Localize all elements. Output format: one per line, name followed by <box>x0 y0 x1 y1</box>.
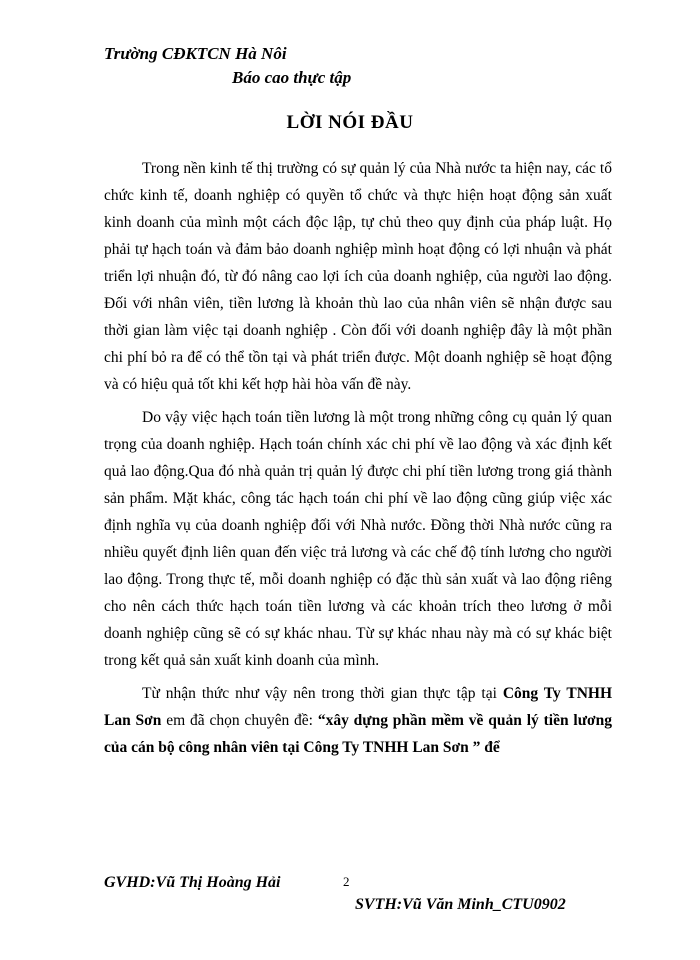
paragraph-2: Do vậy việc hạch toán tiền lương là một trong những công cụ quản lý quan trọng của doanh nghiệp. Hạch toán chính xác chi phí về lao động và xác định kết quả lao động.Qua đó nhà quản trị quản lý được chi phí tiền lương trong giá thành sản phẩm. Mặt khác, công tác hạch toán chi phí về lao động cũng giúp việc xác định nghĩa vụ của doanh nghiệp đối với Nhà nước. Đồng thời Nhà nước cũng ra nhiều quyết định liên quan đến việc trả lương và các chế độ tính lương cho người lao động. Trong thực tế, mỗi doanh nghiệp có đặc thù sản xuất và lao động riêng cho nên cách thức hạch toán tiền lương và các khoản trích theo lương ở mỗi doanh nghiệp cũng sẽ có sự khác nhau. Từ sự khác nhau này mà có sự khác biệt trong kết quả sản xuất kinh doanh của mình. <box>104 409 612 669</box>
page-title: LỜI NÓI ĐẦU <box>286 112 414 133</box>
page-number: 2 <box>343 874 350 889</box>
company-name: Công Ty TNHH Lan Sơn <box>104 685 612 729</box>
paragraph-1: Trong nền kinh tế thị trường có sự quản lý của Nhà nước ta hiện nay, các tổ chức kinh tế, doanh nghiệp có quyền tổ chức và thực hiện hoạt động sản xuất kinh doanh của mình một cách độc lập, tự chủ theo quy định của pháp luật. Họ phải tự hạch toán và đảm bảo doanh nghiệp mình hoạt động có lợi nhuận và phát triển lợi nhuận đó, từ đó nâng cao lợi ích của doanh nghiệp, của người lao động. Đối với nhân viên, tiền lương là khoản thù lao của nhân viên sẽ nhận được sau thời gian làm việc tại doanh nghiệp . Còn đối với doanh nghiệp đây là một phần chi phí bỏ ra để có thể tồn tại và phát triển được. Một doanh nghiệp sẽ hoạt động và có hiệu quả tốt khi kết hợp hài hòa vấn đề này. <box>104 160 612 393</box>
header-report-title: Báo cao thực tập <box>232 68 352 87</box>
footer-instructor: GVHD:Vũ Thị Hoàng Hải <box>104 874 281 891</box>
paragraph-3-prefix: Từ nhận thức như vậy nên trong thời gian thực tập tại <box>142 685 503 702</box>
footer-student: SVTH:Vũ Văn Minh_CTU0902 <box>355 896 566 913</box>
document-body <box>104 155 612 767</box>
paragraph-3 <box>104 680 612 761</box>
paragraph-3-middle: em đã chọn chuyên đề: <box>161 712 318 729</box>
topic-title: “xây dựng phần mềm về quản lý tiền lương của cán bộ công nhân viên tại Công Ty TNHH Lan Sơn ” để <box>104 712 612 756</box>
header-school: Trường CĐKTCN Hà Nôi <box>104 44 287 63</box>
